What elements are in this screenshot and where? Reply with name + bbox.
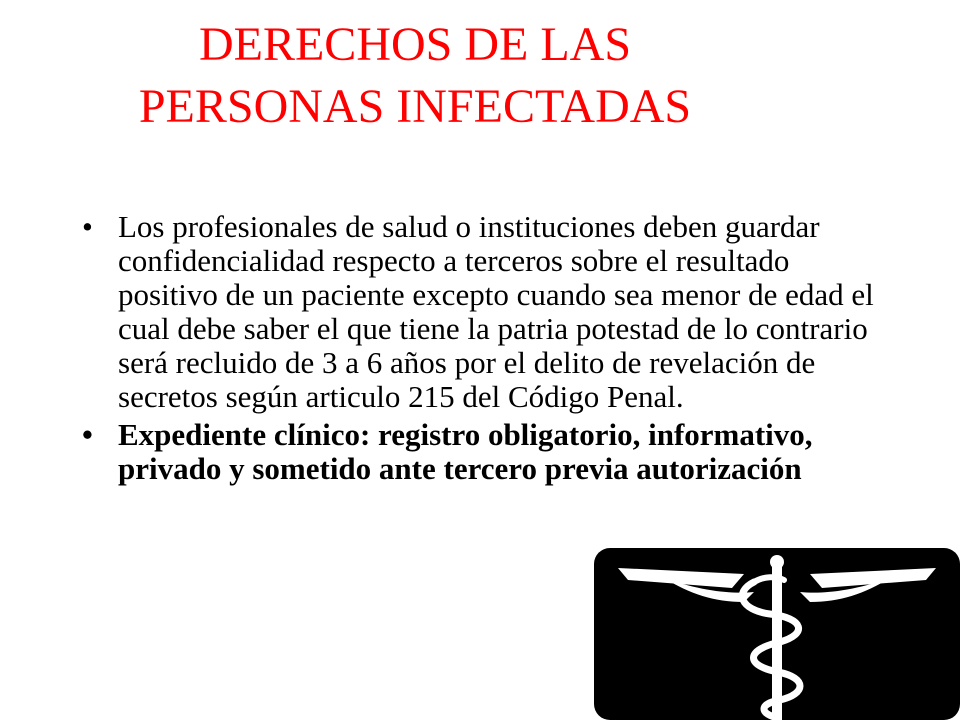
title-line-2: PERSONAS INFECTADAS bbox=[138, 80, 692, 133]
slide-title bbox=[0, 14, 830, 138]
bullet-item-confidentiality bbox=[82, 210, 882, 414]
title-line-1: DERECHOS DE LAS bbox=[198, 18, 632, 71]
medical-caduceus-icon bbox=[594, 548, 960, 720]
bullet-text: Los profesionales de salud o instituciones deben guardar confidencialidad respecto a terceros sobre el resultado positivo de un paciente excepto cuando sea menor de edad el cual debe saber el que tiene la patria potestad de lo contrario será recluido de 3 a 6 años por el delito de revelación de secretos según articulo 215 del Código Penal. bbox=[118, 209, 874, 414]
bullet-list bbox=[82, 210, 882, 490]
bullet-item-clinical-record bbox=[82, 418, 882, 486]
bullet-dot: • bbox=[82, 209, 93, 244]
bullet-text: Expediente clínico: registro obligatorio, informativo, privado y sometido ante tercero previa autorización bbox=[118, 417, 813, 486]
bullet-dot: • bbox=[82, 417, 93, 452]
